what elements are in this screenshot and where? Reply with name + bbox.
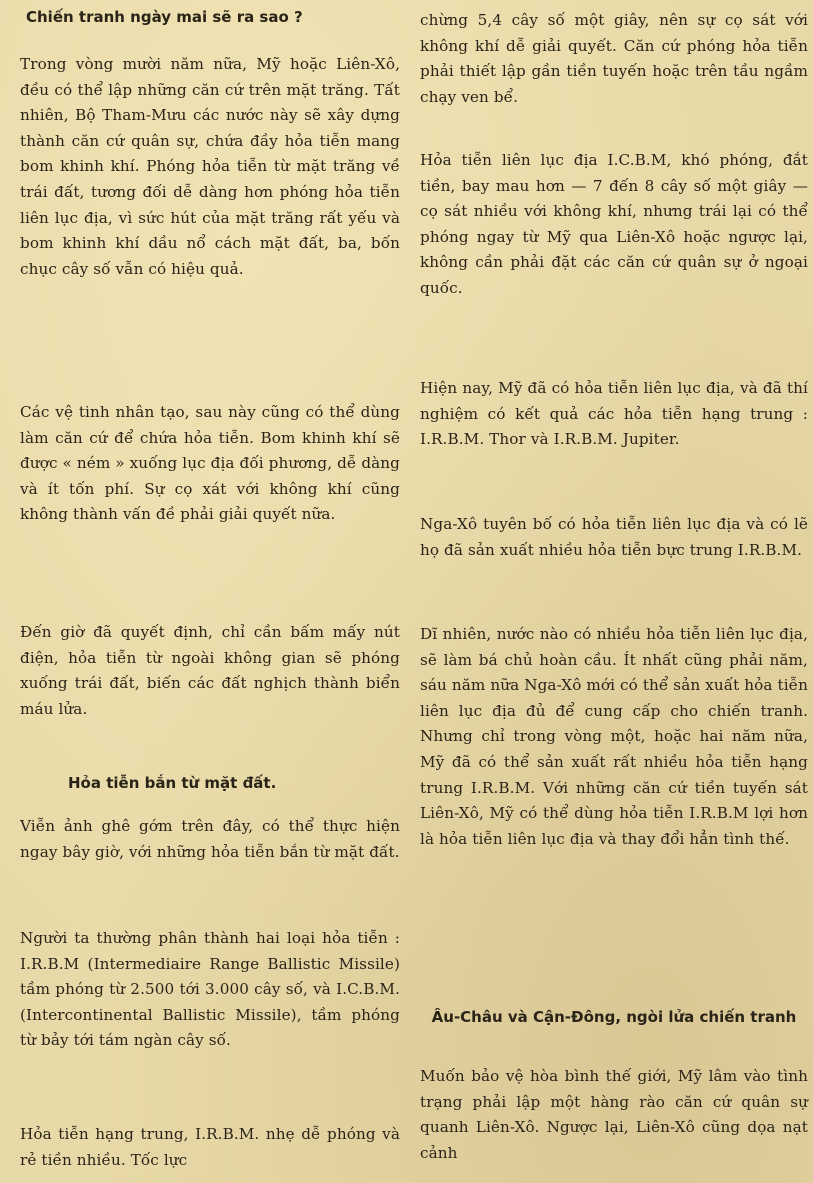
- paragraph: Hiện nay, Mỹ đã có hỏa tiễn liên lục địa, và đã thí nghiệm có kết quả các hỏa tiễn hạng trung : I.R.B.M. Thor và I.R.B.M. Jupiter.: [420, 379, 808, 449]
- paragraph: chừng 5,4 cây số một giây, nên sự cọ sát với không khí dễ giải quyết. Căn cứ phóng hỏa tiễn phải thiết lập gần tiền tuyến hoặc trên tầu ngầm chạy ven bể.: [420, 11, 808, 106]
- paragraph: Dĩ nhiên, nước nào có nhiều hỏa tiễn liên lục địa, sẽ làm bá chủ hoàn cầu. Ít nhất cũng phải năm, sáu năm nữa Nga-Xô mới có thể sản xuất hỏa tiễn liên lục địa đủ để cung cấp cho chiến tranh. Nhưng chỉ trong vòng một, hoặc hai năm nữa, Mỹ đã có thể sản xuất rất nhiều hỏa tiễn hạng trung I.R.B.M. Với những căn cứ tiền tuyến sát Liên-Xô, Mỹ có thể dùng hỏa tiễn I.R.B.M lợi hơn là hỏa tiễn liên lục địa và thay đổi hẳn tình thế.: [420, 625, 808, 848]
- paragraph: Muốn bảo vệ hòa bình thế giới, Mỹ lâm vào tình trạng phải lập một hàng rào căn cứ quân sự quanh Liên-Xô. Ngược lại, Liên-Xô cũng dọa nạt cảnh: [420, 1067, 808, 1162]
- paragraph: Các vệ tinh nhân tạo, sau này cũng có thể dùng làm căn cứ để chứa hỏa tiễn. Bom khinh khí sẽ được « ném » xuống lục địa đối phương, dễ dàng và ít tốn phí. Sự cọ xát với không khí cũng không thành vấn đề phải giải quyết nữa.: [20, 403, 400, 524]
- paragraph: Nga-Xô tuyên bố có hỏa tiễn liên lục địa và có lẽ họ đã sản xuất nhiều hỏa tiễn bực trung I.R.B.M.: [420, 515, 808, 559]
- section-heading: Âu-Châu và Cận-Đông, ngòi lửa chiến tranh: [431, 1008, 797, 1026]
- section-heading: Hỏa tiễn bắn từ mặt đất.: [68, 774, 277, 792]
- paragraph: Đến giờ đã quyết định, chỉ cần bấm mấy nút điện, hỏa tiễn từ ngoài không gian sẽ phóng xuống trái đất, biến các đất nghịch thành biển máu lửa.: [20, 623, 400, 718]
- section-heading: Chiến tranh ngày mai sẽ ra sao ?: [26, 8, 303, 26]
- paragraph: Trong vòng mười năm nữa, Mỹ hoặc Liên-Xô, đều có thể lập những căn cứ trên mặt trăng. Tất nhiên, Bộ Tham-Mưu các nước này sẽ xây dựng thành căn cứ quân sự, chứa đầy hỏa tiễn mang bom khinh khí. Phóng hỏa tiễn từ mặt trăng về trái đất, tương đối dễ dàng hơn phóng hỏa tiễn liên lục địa, vì sức hút của mặt trăng rất yếu và bom khinh khí dầu nổ cách mặt đất, ba, bốn chục cây số vẫn có hiệu quả.: [20, 55, 400, 278]
- paragraph: Hỏa tiễn hạng trung, I.R.B.M. nhẹ dễ phóng và rẻ tiền nhiều. Tốc lực: [20, 1125, 400, 1169]
- paragraph: Hỏa tiễn liên lục địa I.C.B.M, khó phóng, đắt tiền, bay mau hơn — 7 đến 8 cây số một giây — cọ sát nhiều với không khí, nhưng trái lại có thể phóng ngay từ Mỹ qua Liên-Xô hoặc ngược lại, không cần phải đặt các căn cứ quân sự ở ngoại quốc.: [420, 151, 808, 297]
- paragraph: Người ta thường phân thành hai loại hỏa tiễn : I.R.B.M (Intermediaire Range Ballistic Missile) tầm phóng từ 2.500 tới 3.000 cây số, và I.C.B.M. (Intercontinental Ballistic Missile), tầm phóng từ bảy tới tám ngàn cây số.: [20, 929, 400, 1050]
- paragraph: Viễn ảnh ghê gớm trên đây, có thể thực hiện ngay bây giờ, với những hỏa tiễn bắn từ mặt đất.: [20, 817, 400, 861]
